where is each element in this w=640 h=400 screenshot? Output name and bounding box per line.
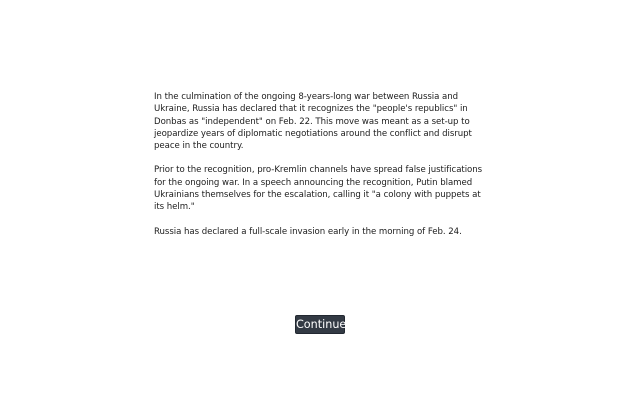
paragraph-recognition: In the culmination of the ongoing 8-years-long war between Russia and Ukraine, Russia has declared that it recognizes the "people's republics" in Donbas as "independent" on Feb. 22. This move was meant as a set-up to jeopardize years of diplomatic negotiations around the conflict and disrupt peace in the country. [154, 92, 472, 152]
article-text [154, 91, 486, 250]
continue-button[interactable]: Continue [295, 315, 345, 334]
paragraph-justifications: Prior to the recognition, pro-Kremlin channels have spread false justifications for the ongoing war. In a speech announcing the recognition, Putin blamed Ukrainians themselves for the escalation, calling it "a colony with puppets at its helm." [154, 165, 483, 213]
paragraph-invasion: Russia has declared a full-scale invasion early in the morning of Feb. 24. [154, 226, 462, 237]
